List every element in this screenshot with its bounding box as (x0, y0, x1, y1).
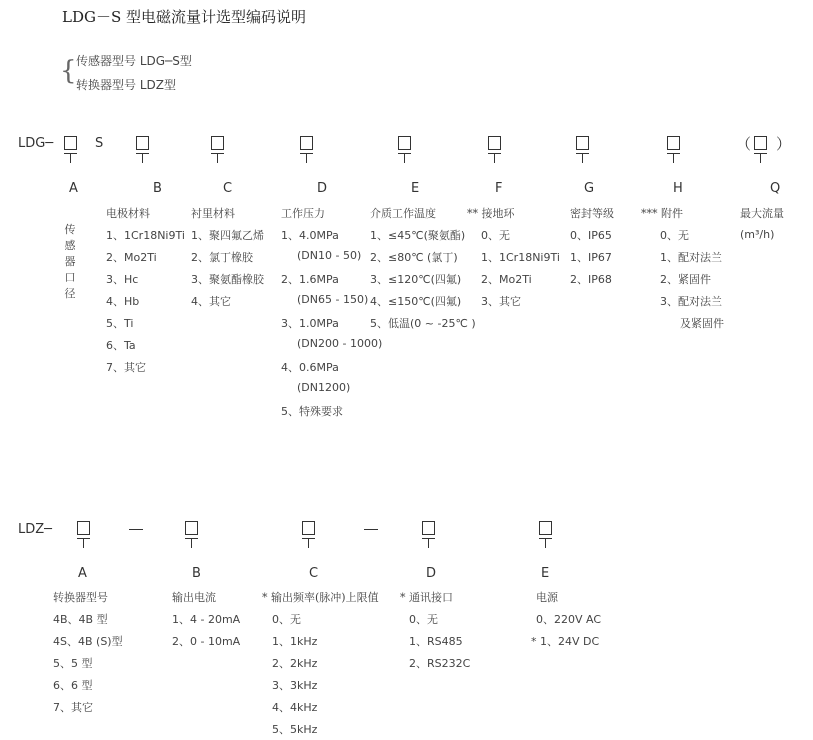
ldg-col-h-header: *** 附件 (641, 207, 683, 220)
ldg-code-stem (217, 153, 218, 163)
ldg-s-label: S (95, 136, 104, 151)
ldg-code-stem (142, 153, 143, 163)
ldz-dash-1 (129, 529, 143, 530)
ldg-letter-d: D (317, 181, 328, 196)
list-item: 2、IP68 (570, 273, 612, 286)
list-item: 1、≤45℃(聚氨酯) (370, 229, 466, 242)
ldg-letter-c: C (223, 181, 233, 196)
ldg-code-box (300, 136, 313, 150)
list-item: 3、1.0MPa (281, 317, 339, 330)
list-item: 0、无 (272, 613, 301, 626)
list-item: 1、1kHz (272, 635, 318, 648)
list-item: 1、4 - 20mA (172, 613, 241, 626)
ldg-code-box (136, 136, 149, 150)
ldg-col-b-header: 电极材料 (106, 207, 150, 220)
page-title: LDG－S 型电磁流量计选型编码说明 (62, 8, 307, 26)
list-item: 3、3kHz (272, 679, 318, 692)
ldg-col-a-vertical: 传感器口径 (64, 223, 76, 300)
ldz-letter-c: C (309, 566, 319, 581)
list-item: 1、1Cr18Ni9Ti (481, 251, 560, 264)
list-item: (DN200 - 1000) (297, 337, 383, 350)
ldg-code-stem (760, 153, 761, 163)
ldz-letter-a: A (78, 566, 87, 581)
ldg-code-box (488, 136, 501, 150)
list-item: 1、配对法兰 (660, 251, 722, 264)
list-item: 2、RS232C (409, 657, 471, 670)
ldz-code-box (185, 521, 198, 535)
list-item: 2、Mo2Ti (481, 273, 532, 286)
list-item: 5、5 型 (53, 657, 93, 670)
list-item: 4S、4B (S)型 (53, 635, 123, 648)
ldg-paren-open: （ (736, 135, 752, 153)
ldz-col-d-header: * 通讯接口 (400, 591, 453, 604)
list-item: 4、0.6MPa (281, 361, 339, 374)
list-item: (DN65 - 150) (297, 293, 369, 306)
ldg-col-e-header: 介质工作温度 (370, 207, 436, 220)
ldz-col-e-header: 电源 (536, 591, 558, 604)
ldg-letter-g: G (584, 181, 595, 196)
ldz-code-box (422, 521, 435, 535)
ldg-code-stem (494, 153, 495, 163)
ldg-col-d-header: 工作压力 (281, 207, 325, 220)
ldg-paren-close: ） (776, 135, 792, 153)
ldg-code-stem (70, 153, 71, 163)
ldz-code-stem (428, 538, 429, 548)
ldg-letter-q: Q (770, 181, 781, 196)
list-item: 2、紧固件 (660, 273, 711, 286)
list-item: (DN1200) (297, 381, 351, 394)
list-item: 5、特殊要求 (281, 405, 343, 418)
list-item: 4、4kHz (272, 701, 318, 714)
ldg-col-q-unit: (m³/h) (740, 228, 775, 241)
list-item: 1、4.0MPa (281, 229, 339, 242)
ldg-code-stem (582, 153, 583, 163)
list-item: 3、Hc (106, 273, 139, 286)
list-item: 4、Hb (106, 295, 140, 308)
list-item: * 1、24V DC (531, 635, 600, 648)
list-item: 0、220V AC (536, 613, 602, 626)
list-item: 3、≤120℃(四氟) (370, 273, 462, 286)
ldg-col-f-header: ** 接地环 (467, 207, 515, 220)
list-item: 3、聚氨酯橡胶 (191, 273, 264, 286)
list-item: 0、无 (409, 613, 438, 626)
list-item: 1、RS485 (409, 635, 463, 648)
list-item: 3、其它 (481, 295, 521, 308)
list-item: 5、低温(0 ~ -25℃ ) (370, 317, 476, 330)
list-item: 7、其它 (53, 701, 93, 714)
sensor-model-line: 传感器型号 LDG─S型 (76, 54, 192, 68)
ldg-code-stem (404, 153, 405, 163)
ldz-code-stem (545, 538, 546, 548)
list-item: 0、无 (481, 229, 510, 242)
ldz-letter-b: B (192, 566, 201, 581)
ldg-letter-b: B (153, 181, 162, 196)
list-item: 2、氯丁橡胶 (191, 251, 253, 264)
list-item: 2、1.6MPa (281, 273, 339, 286)
ldg-code-box (667, 136, 680, 150)
ldg-letter-a: A (69, 181, 78, 196)
ldg-code-box (576, 136, 589, 150)
list-item: 6、6 型 (53, 679, 93, 692)
list-item: 2、≤80℃ (氯丁) (370, 251, 458, 264)
list-item: 4B、4B 型 (53, 613, 108, 626)
ldg-code-stem (673, 153, 674, 163)
list-item: 2、0 - 10mA (172, 635, 241, 648)
list-item: 1、1Cr18Ni9Ti (106, 229, 185, 242)
ldz-letter-e: E (541, 566, 550, 581)
ldg-col-c-header: 衬里材料 (191, 207, 235, 220)
ldz-col-a-header: 转换器型号 (53, 591, 108, 604)
brace-icon: { (60, 56, 77, 86)
list-item: 3、配对法兰 (660, 295, 722, 308)
ldz-code-box (302, 521, 315, 535)
converter-model-line: 转换器型号 LDZ型 (76, 78, 176, 92)
ldg-letter-h: H (673, 181, 683, 196)
list-item: 4、其它 (191, 295, 231, 308)
ldz-prefix: LDZ─ (18, 522, 52, 537)
ldz-col-b-header: 输出电流 (172, 591, 216, 604)
list-item: 5、5kHz (272, 723, 318, 736)
list-item: 0、IP65 (570, 229, 612, 242)
ldg-col-q-header: 最大流量 (740, 207, 784, 220)
ldg-code-box (398, 136, 411, 150)
ldz-letter-d: D (426, 566, 437, 581)
ldz-code-stem (191, 538, 192, 548)
list-item: 0、无 (660, 229, 689, 242)
list-item: 1、聚四氟乙烯 (191, 229, 264, 242)
ldg-prefix: LDG─ (18, 136, 54, 151)
ldz-code-box (77, 521, 90, 535)
ldg-code-box (754, 136, 767, 150)
ldg-col-g-header: 密封等级 (570, 207, 614, 220)
list-item: 4、≤150℃(四氟) (370, 295, 462, 308)
ldz-code-box (539, 521, 552, 535)
ldz-dash-2 (364, 529, 378, 530)
list-item: (DN10 - 50) (297, 249, 362, 262)
ldz-code-stem (308, 538, 309, 548)
list-item: 2、2kHz (272, 657, 318, 670)
list-item: 5、Ti (106, 317, 134, 330)
ldz-col-c-header: * 输出频率(脉冲)上限值 (262, 591, 379, 604)
list-item: 及紧固件 (680, 317, 724, 330)
list-item: 2、Mo2Ti (106, 251, 157, 264)
ldg-code-box (64, 136, 77, 150)
ldg-code-stem (306, 153, 307, 163)
ldg-code-box (211, 136, 224, 150)
ldg-letter-e: E (411, 181, 420, 196)
list-item: 7、其它 (106, 361, 146, 374)
list-item: 6、Ta (106, 339, 136, 352)
list-item: 1、IP67 (570, 251, 612, 264)
ldz-code-stem (83, 538, 84, 548)
ldg-letter-f: F (495, 181, 503, 196)
